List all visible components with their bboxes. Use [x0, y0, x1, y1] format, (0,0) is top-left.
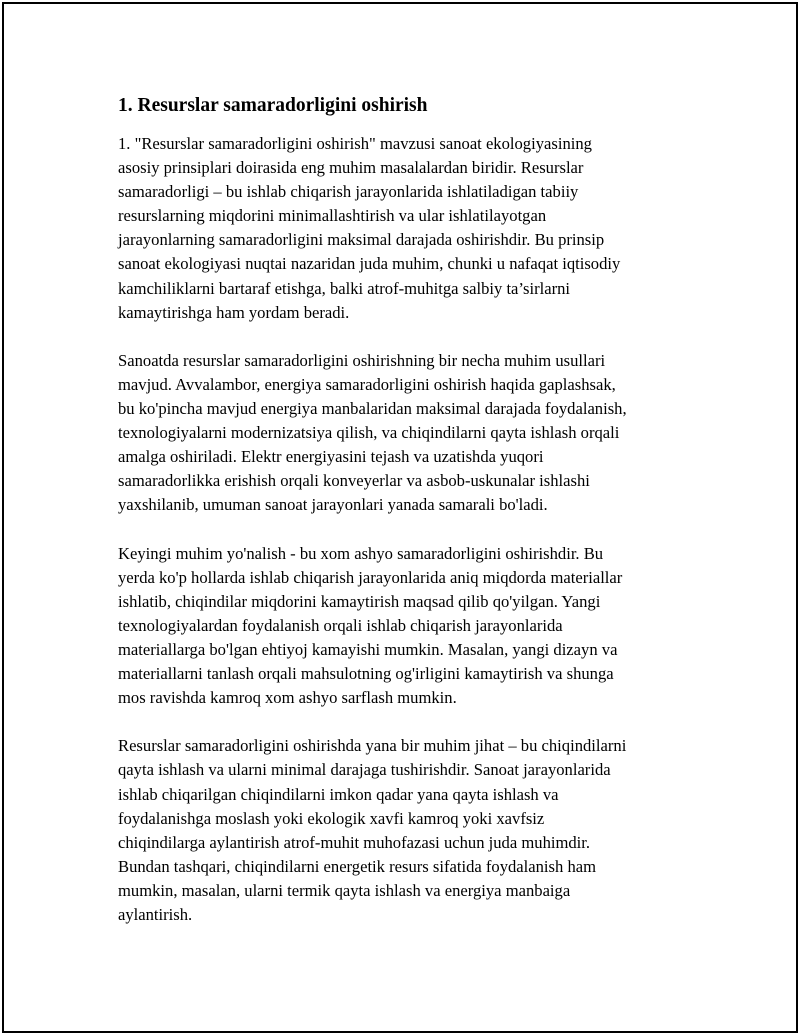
- text-line: chiqindilarga aylantirish atrof-muhit muhofazasi uchun juda muhimdir.: [118, 832, 591, 852]
- text-line: Resurslar samaradorligini oshirishda yana bir muhim jihat – bu chiqindilarni: [118, 736, 627, 756]
- paragraph-3: [118, 542, 698, 711]
- text-line: mavjud. Avvalambor, energiya samaradorligini oshirish haqida gaplashsak,: [118, 374, 616, 394]
- text-line: kamaytirishga ham yordam beradi.: [118, 302, 350, 322]
- text-line: samaradorligi – bu ishlab chiqarish jarayonlarida ishlatiladigan tabiiy: [118, 182, 579, 202]
- text-line: yerda ko'p hollarda ishlab chiqarish jarayonlarida aniq miqdorda materiallar: [118, 567, 623, 587]
- text-line: 1. "Resurslar samaradorligini oshirish" mavzusi sanoat ekologiyasining: [118, 134, 592, 153]
- paragraph-4: [118, 734, 698, 927]
- section-heading: 1. Resurslar samaradorligini oshirish: [118, 95, 428, 116]
- text-line: yaxshilanib, umuman sanoat jarayonlari yanada samarali bo'ladi.: [118, 495, 548, 515]
- paragraph-1: [118, 132, 698, 325]
- text-line: foydalanishga moslash yoki ekologik xavfi kamroq yoki xavfsiz: [118, 808, 545, 828]
- paragraph-2: [118, 349, 698, 518]
- text-line: Sanoatda resurslar samaradorligini oshirishning bir necha muhim usullari: [118, 350, 606, 370]
- text-line: jarayonlarning samaradorligini maksimal darajada oshirishdir. Bu prinsip: [118, 230, 605, 250]
- text-line: Bundan tashqari, chiqindilarni energetik resurs sifatida foydalanish ham: [118, 856, 597, 876]
- text-line: ishlab chiqarilgan chiqindilarni imkon qadar yana qayta ishlash va: [118, 784, 559, 804]
- text-line: mos ravishda kamroq xom ashyo sarflash mumkin.: [118, 688, 457, 708]
- text-line: kamchiliklarni bartaraf etishga, balki atrof-muhitga salbiy ta’sirlarni: [118, 278, 571, 298]
- document-body: [118, 94, 698, 951]
- text-line: materiallarni tanlash orqali mahsulotning og'irligini kamaytirish va shunga: [118, 664, 614, 684]
- text-line: aylantirish.: [118, 905, 193, 924]
- text-line: texnologiyalarni modernizatsiya qilish, va chiqindilarni qayta ishlash orqali: [118, 423, 620, 443]
- text-line: materiallarga bo'lgan ehtiyoj kamayishi mumkin. Masalan, yangi dizayn va: [118, 639, 618, 659]
- text-line: ishlatib, chiqindilar miqdorini kamaytirish maqsad qilib qo'yilgan. Yangi: [118, 591, 601, 611]
- text-line: amalga oshiriladi. Elektr energiyasini tejash va uzatishda yuqori: [118, 447, 544, 467]
- text-line: mumkin, masalan, ularni termik qayta ishlash va energiya manbaiga: [118, 880, 571, 900]
- text-line: asosiy prinsiplari doirasida eng muhim masalalardan biridir. Resurslar: [118, 158, 584, 178]
- text-line: texnologiyalardan foydalanish orqali ishlab chiqarish jarayonlarida: [118, 615, 563, 635]
- text-line: resurslarning miqdorini minimallashtirish va ular ishlatilayotgan: [118, 206, 547, 226]
- text-line: samaradorlikka erishish orqali konveyerlar va asbob-uskunalar ishlashi: [118, 471, 590, 491]
- text-line: Keyingi muhim yo'nalish - bu xom ashyo samaradorligini oshirishdir. Bu: [118, 543, 604, 563]
- text-line: sanoat ekologiyasi nuqtai nazaridan juda muhim, chunki u nafaqat iqtisodiy: [118, 254, 621, 274]
- text-line: bu ko'pincha mavjud energiya manbalaridan maksimal darajada foydalanish,: [118, 399, 627, 419]
- text-line: qayta ishlash va ularni minimal darajaga tushirishdir. Sanoat jarayonlarida: [118, 760, 611, 780]
